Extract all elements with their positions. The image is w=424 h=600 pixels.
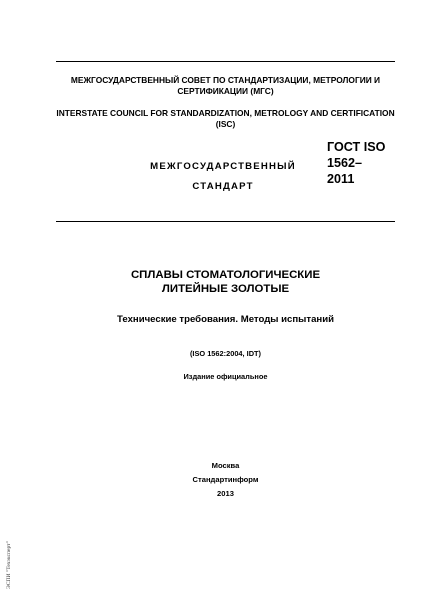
imprint-publisher: Стандартинформ bbox=[192, 475, 259, 484]
council-name-russian bbox=[56, 75, 395, 97]
standard-kind-line-1: МЕЖГОСУДАРСТВЕННЫЙ bbox=[150, 161, 296, 172]
council-ru-line-2: СЕРТИФИКАЦИИ (МГС) bbox=[177, 86, 274, 96]
imprint-year: 2013 bbox=[217, 489, 234, 498]
edition-note: Издание официальное bbox=[183, 372, 268, 381]
council-en-line-1: INTERSTATE COUNCIL FOR STANDARDIZATION, METROLOGY AND CERTIFICATION bbox=[56, 108, 395, 118]
standard-kind-line-2: СТАНДАРТ bbox=[192, 181, 254, 192]
standard-number-line-2: 1562– bbox=[327, 156, 363, 170]
title-line-2: ЛИТЕЙНЫЕ ЗОЛОТЫЕ bbox=[161, 283, 290, 295]
imprint-city: Москва bbox=[211, 461, 240, 470]
standard-number-line-1: ГОСТ ISO bbox=[327, 140, 386, 154]
council-ru-line-1: МЕЖГОСУДАРСТВЕННЫЙ СОВЕТ ПО СТАНДАРТИЗАЦИИ, МЕТРОЛОГИИ И bbox=[70, 75, 381, 85]
side-stamp: ЭСПИ "Техэксперт" bbox=[6, 541, 12, 589]
document-subtitle: Технические требования. Методы испытаний bbox=[116, 314, 334, 325]
standard-number bbox=[327, 139, 407, 187]
title-line-1: СПЛАВЫ СТОМАТОЛОГИЧЕСКИЕ bbox=[130, 269, 321, 281]
title-divider bbox=[56, 221, 395, 222]
council-en-line-2: (ISC) bbox=[215, 119, 236, 129]
top-divider bbox=[56, 61, 395, 62]
imprint-block bbox=[56, 459, 395, 501]
standard-number-line-3: 2011 bbox=[327, 172, 355, 186]
iso-reference: (ISO 1562:2004, IDT) bbox=[189, 349, 262, 358]
document-title bbox=[56, 268, 395, 296]
standard-kind bbox=[143, 157, 303, 197]
council-name-english bbox=[56, 108, 395, 130]
